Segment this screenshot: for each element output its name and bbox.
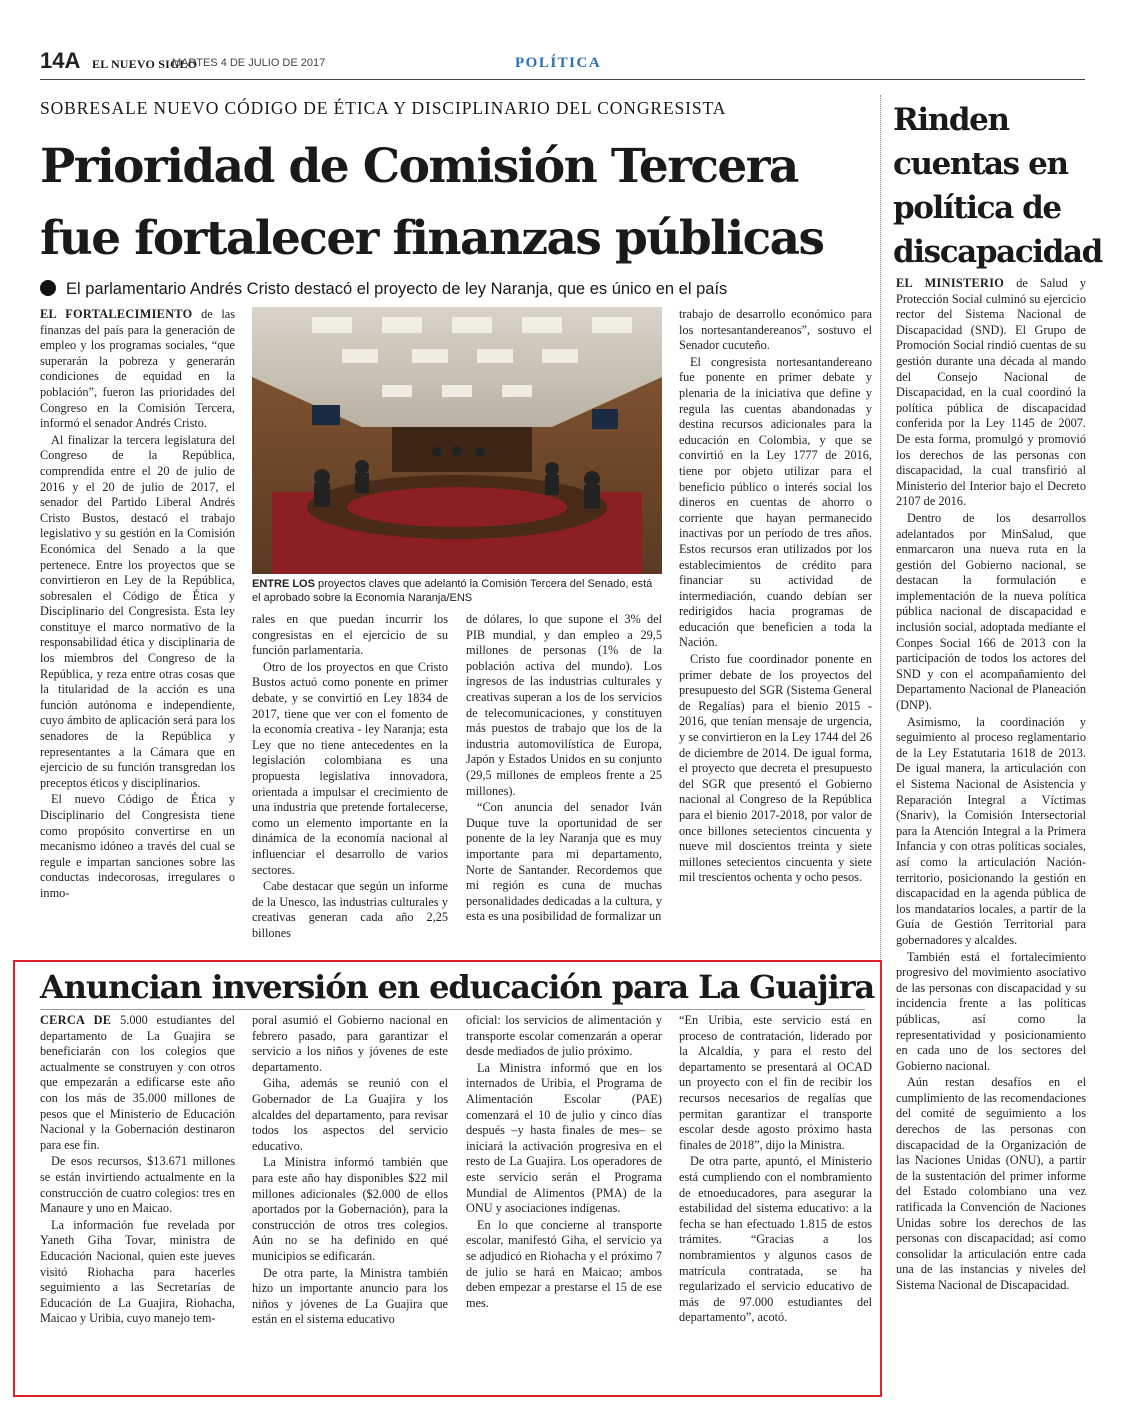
main-column-2 — [252, 612, 448, 942]
box-column-1 — [40, 1013, 235, 1328]
lead-in: CERCA DE — [40, 1013, 112, 1027]
paragraph: EL FORTALECIMIENTO de las finanzas del país para la generación de empleo y los programas sociales, “que superarán la pobreza y generarán condiciones de equidad en la población”, fueron las prioridades del Congreso en la Comisión Tercera, informó el senador Andrés Cristo. — [40, 307, 235, 431]
box-column-2 — [252, 1013, 448, 1329]
paragraph: “En Uribia, este servicio está en proceso de contratación, liderado por la Alcaldía, y para el resto del departamento se presentará al OCAD un proyecto con el fin de recibir los recursos necesarios de regalías que permitan garantizar el transporte escolar desde agosto próximo hasta finales de 2018”, dijo la Ministra. — [679, 1013, 872, 1152]
newspaper-name: EL NUEVO SIGLO — [92, 57, 198, 71]
paragraph: La Ministra informó también que para este año hay disponibles $22 mil millones adicionales ($2.000 de ellos aportados por la Gobernación), para la construcción de otros tres colegios. Aún no se ha definido en qué municipios se edificarán. — [252, 1155, 448, 1263]
paragraph: De otra parte, apuntó, el Ministerio está cumpliendo con el nombramiento de etnoeducadores, para asegurar la estabilidad del sistema educativo: a la fecha se han efectuado 1.815 de estos trámites. “Gracias a los nombramientos y algunos casos de matrícula contratada, se ha regularizado el servicio educativo de más de 97.000 estudiantes del departamento”, acotó. — [679, 1154, 872, 1325]
paragraph: rales en que puedan incurrir los congresistas en el ejercicio de su función parlamentaria. — [252, 612, 448, 658]
caption-lead: ENTRE LOS — [252, 578, 315, 590]
paragraph: Giha, además se reunió con el Gobernador de La Guajira y los alcaldes del departamento, para revisar todos los aspectos del servicio educativo. — [252, 1076, 448, 1153]
main-headline: Prioridad de Comisión Tercera fue fortalecer finanzas públicas — [40, 139, 824, 266]
subheadline-text: El parlamentario Andrés Cristo destacó el proyecto de ley Naranja, que es único en el país — [66, 280, 728, 298]
paragraph: oficial: los servicios de alimentación y transporte escolar comenzarán a operar desde mediados de julio próximo. — [466, 1013, 662, 1059]
paragraph: de dólares, lo que supone el 3% del PIB mundial, y dan empleo a 29,5 millones de personas (1% de la población activa del mundo). Los ingresos de las industrias culturales y creativas superan a los de los servicios de telecomunicaciones, y constituyen más puestos de trabajo que los de la industria automovilística de Europa, Japón y Estados Unidos en su conjunto (29,5 millones de empleos frente a 25 millones). — [466, 612, 662, 798]
paragraph: El nuevo Código de Ética y Disciplinario del Congresista tiene como propósito convertirse en un mecanismo idóneo a través del cual se regule e impartan sanciones sobre las conductas indecorosas, irregulares o inmo- — [40, 792, 235, 900]
paragraph: trabajo de desarrollo económico para los nortesantandereanos”, sostuvo el Senador cucuteño. — [679, 307, 872, 353]
box-column-3 — [466, 1013, 662, 1312]
paragraph: Al finalizar la tercera legislatura del Congreso de la República, comprendida entre el 20 de julio de 2016 y el 20 de julio de 2017, el senador del Partido Liberal Andrés Cristo Bustos, destacó el trabajo legislativo y su gestión en la Comisión Económica del Senado a la que pertenece. Entre los proyectos que se convirtieron en Ley de la República, sobresalen el Código de Ética y Disciplinario del Congresista. Esta ley constituye el marco normativo de la responsabilidad ética y disciplinaria de los miembros del Congreso de la República, y reza entre otras cosas que la titularidad de la acción es una función autónoma e independiente, cuyo ámbito de aplicación será para los senadores de la República y representantes a la Cámara que en ejercicio de su función transgredan los preceptos éticos y disciplinarios. — [40, 432, 235, 790]
paragraph: Cristo fue coordinador ponente en primer debate de los proyectos del presupuesto del SGR (Sistema General de Regalías) para el bienio 2015 - 2016, que tenían mensaje de urgencia, y se convirtieron en la Ley 1744 del 26 de diciembre de 2014. De igual forma, el proyecto que decreta el presupuesto del SGR que presentó el Gobierno nacional al Congreso de la República para el bienio 2017-2018, por valor de once billones setecientos cincuenta y nueve mil doscientos treinta y siete millones setecientos cincuenta y siete mil trescientos ochenta y ocho pesos. — [679, 652, 872, 885]
main-subheadline — [40, 280, 870, 299]
issue-date: MARTES 4 DE JULIO DE 2017 — [172, 57, 326, 69]
photo-caption: ENTRE LOS proyectos claves que adelantó la Comisión Tercera del Senado, está el aprobado sobre la Economía Naranja/ENS — [252, 578, 653, 604]
paragraph: “Con anuncia del senador Iván Duque tuve la oportunidad de ser ponente de la ley Naranja que es muy importante para mi departamento, Norte de Santander. Recordemos que mi región es cuna de muchas personalidades dedicadas a la cultura, y esta es una posibilidad de formalizar un — [466, 800, 662, 924]
main-column-3 — [466, 612, 662, 926]
main-column-1 — [40, 307, 235, 903]
main-column-4 — [679, 307, 872, 887]
paragraph: poral asumió el Gobierno nacional en febrero pasado, para garantizar el servicio a los niños y jóvenes de este departamento. — [252, 1013, 448, 1074]
paragraph: El congresista nortesantandereano fue ponente en primer debate y plenaria de la iniciativa que define y regula las cuentas abandonadas y destina recursos adicionales para la educación en Colombia, y que se convirtió en la Ley 1777 de 2016, tiene por objeto utilizar para el beneficio público o interés social los dineros en cuentas de ahorro o corriente que hayan permanecido inactivas por un período de tres años. Estos recursos eran utilizados por los establecimientos de crédito para financiar su actividad de intermediación, cuando debían ser redirigidos hacia programas de educación que beneficien a toda la Nación. — [679, 354, 872, 650]
sidebar-column — [896, 276, 1086, 1295]
paragraph: Cabe destacar que según un informe de la Unesco, las industrias culturales y creativas generan cada año 2,25 billones — [252, 879, 448, 940]
paragraph: Dentro de los desarrollos adelantados por MinSalud, que enmarcaron una nueva ruta en la gestión del Gobierno nacional, se destacan la formulación e implementación de la nueva política pública nacional de discapacidad e inclusión social, adoptada mediante el Conpes Social 166 de 2013 con la participación de todos los actores del SND y con el acompañamiento del Departamento Nacional de Planeación (DNP). — [896, 510, 1086, 713]
section-label: POLÍTICA — [515, 55, 602, 71]
paragraph: CERCA DE 5.000 estudiantes del departamento de La Guajira se beneficiarán con los colegios que actualmente se construyen y con otros que empezarán a edificarse este año con los más de 35.000 millones de pesos que el Ministerio de Educación Nacional y la Gobernación destinaron para ese fin. — [40, 1013, 235, 1152]
paragraph: La información fue revelada por Yaneth Giha Tovar, ministra de Educación Nacional, quien este jueves visitó Riohacha para hacerles seguimiento a las Secretarías de Educación de La Guajira, Riohacha, Maicao y Uribia, cuyo manejo tem- — [40, 1217, 235, 1326]
box-headline: Anuncian inversión en educación para La Guajira — [40, 968, 875, 1006]
box-divider — [40, 1009, 865, 1010]
paragraph: De otra parte, la Ministra también hizo un importante anuncio para los niños y jóvenes de La Guajira que están en el sistema educativo — [252, 1265, 448, 1327]
paragraph: También está el fortalecimiento progresivo del movimiento asociativo de las personas con discapacidad y su incidencia frente a las políticas públicas, así como la representatividad y posicionamiento en cada uno de los sectores del Gobierno nacional. — [896, 949, 1086, 1073]
paragraph: Asimismo, la coordinación y seguimiento al proceso reglamentario de la Ley Estatutaria 1618 de 2013. De igual manera, la articulación con el Sistema Nacional de Asistencia y Reparación Integral a Víctimas (Snariv), la Comisión Intersectorial para la Atención Integral a la Primera Infancia y con otras políticas sociales, así como la articulación Nación-territorio, posicionando la gestión en discapacidad en la agenda pública de los mandatarios locales, a partir de la Guía de Gestión Territorial para gobernadores y alcaldes. — [896, 714, 1086, 947]
masthead — [40, 46, 1085, 80]
senate-commission-photo — [252, 307, 662, 574]
paragraph: Otro de los proyectos en que Cristo Bustos actuó como ponente en primer debate, y se convirtió en Ley 1834 de 2017, tiene que ver con el fomento de la economía creativa - ley Naranja; esta Ley que no tiene antecedentes en la legislación colombiana es una propuesta legislativa innovadora, orientada a impulsar el crecimiento de una industria que pretende fortalecerse, como un elemento importante en la dinámica de la economía nacional al influenciar el desarrollo de varios sectores. — [252, 659, 448, 877]
lead-in: EL MINISTERIO — [896, 276, 1005, 290]
paragraph: EL MINISTERIO de Salud y Protección Social culminó su ejercicio rector del Sistema Nacional de Discapacidad (SND). El Grupo de Promoción Social rindió cuentas de su gestión durante una década al mando del Consejo Nacional de Discapacidad, en la cual coordinó la política pública de discapacidad conferida por la Ley 1145 de 2007. De esta forma, promulgó y promovió los derechos de las personas con discapacidad, la cual transfirió al Ministerio del Interior bajo el Decreto 2107 de 2016. — [896, 276, 1086, 509]
sidebar-headline: Rinden cuentas en política de discapacidad — [893, 102, 1102, 270]
box-column-4 — [679, 1013, 872, 1327]
page-number: 14A — [40, 48, 81, 73]
bullet-icon — [40, 280, 56, 296]
lead-in: EL FORTALECIMIENTO — [40, 307, 193, 321]
paragraph: De esos recursos, $13.671 millones se están invirtiendo actualmente en la construcción de cuatro colegios: tres en Manaure y uno en Maicao. — [40, 1154, 235, 1216]
paragraph: En lo que concierne al transporte escolar, manifestó Giha, el servicio ya se adjudicó en Riohacha y el próximo 7 de julio se hará en Maicao; ambos deben empezar a prestarse el 15 de ese mes. — [466, 1217, 662, 1310]
paragraph: Aún restan desafíos en el cumplimiento de las recomendaciones del comité de seguimiento a los derechos de las personas con discapacidad de la Organización de las Naciones Unidas (ONU), a partir de la sustentación del primer informe del Estado colombiano una vez ratificada la Convención de Naciones Unidas sobre los derechos de las personas con discapacidad; así como consolidar la articulación entre cada una de las instancias y niveles del Sistema Nacional de Discapacidad. — [896, 1075, 1086, 1292]
paragraph: La Ministra informó que en los internados de Uribia, el Programa de Alimentación Escolar (PAE) comenzará el 10 de julio y cinco días después –y hasta finales de mes– se iniciará la activación progresiva en el resto de La Guajira. Los operadores de este servicio serán el Programa Mundial de Alimentos (PMA) de la ONU y asociaciones indígenas. — [466, 1060, 662, 1216]
main-kicker: SOBRESALE NUEVO CÓDIGO DE ÉTICA Y DISCIPLINARIO DEL CONGRESISTA — [40, 98, 727, 118]
